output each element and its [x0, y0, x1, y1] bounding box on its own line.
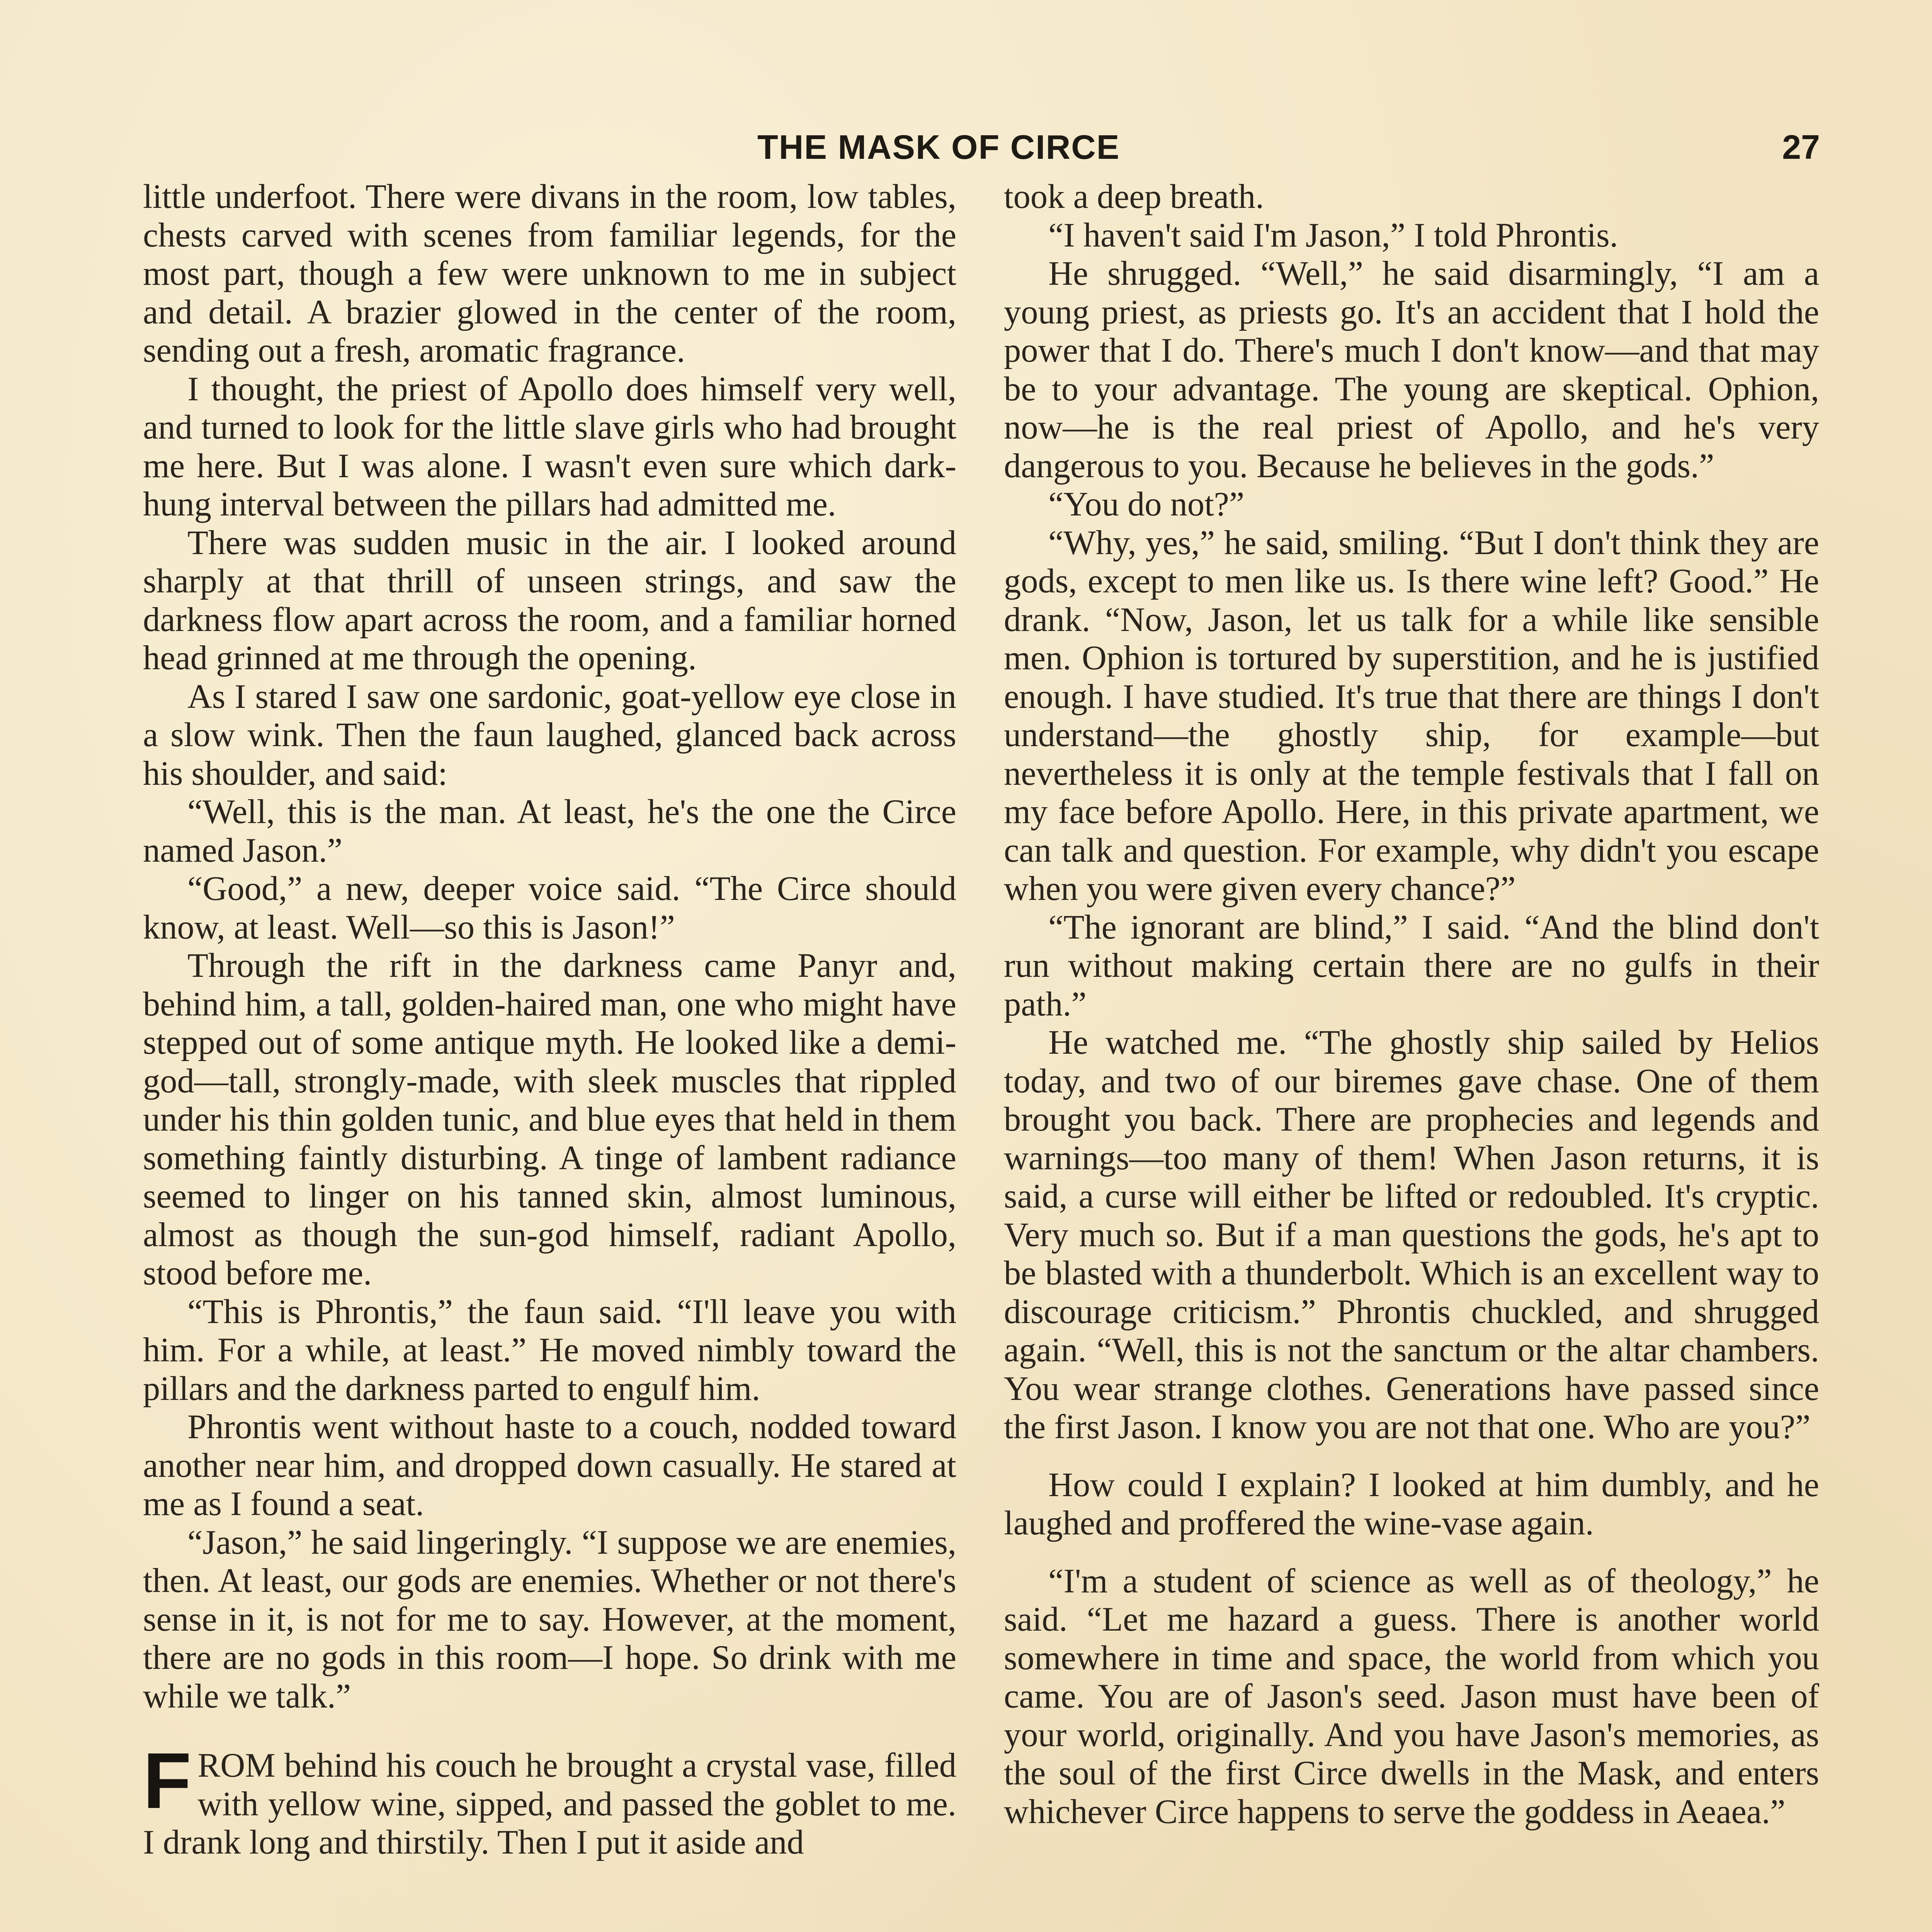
paragraph: Through the rift in the darkness came Panyr and, behind him, a tall, golden-haired man, one who might have stepped out of some antique myth. He looked like a demi-god—tall, strongly-made, with sleek muscles that rippled under his thin golden tunic, and blue eyes that held in them something faintly disturbing. A tinge of lambent radiance seemed to linger on his tanned skin, almost luminous, almost as though the sun-god himself, radiant Apollo, stood before me. [143, 947, 956, 1292]
paragraph: “Well, this is the man. At least, he's the one the Circe named Jason.” [143, 793, 956, 869]
paragraph: I thought, the priest of Apollo does himself very well, and turned to look for the little slave girls who had brought me here. But I was alone. I wasn't even sure which dark-hung interval between the pillars had admitted me. [143, 370, 956, 523]
paragraph: “You do not?” [1048, 485, 1245, 523]
right-column [1004, 178, 1819, 1831]
left-column [143, 178, 956, 1862]
paragraph-text: ROM behind his couch he brought a crystal vase, filled with yellow wine, sipped, and passed the goblet to me. I drank long and thirstily. Then I put it aside and [143, 1747, 956, 1861]
paragraph: He shrugged. “Well,” he said disarmingly, “I am a young priest, as priests go. It's an accident that I hold the power that I do. There's much I don't know—and that may be to your advantage. The young are skeptical. Ophion, now—he is the real priest of Apollo, and he's very dangerous to you. Because he believes in the gods.” [1004, 255, 1819, 485]
paragraph: “This is Phrontis,” the faun said. “I'll leave you with him. For a while, at least.” He moved nimbly toward the pillars and the darkness parted to engulf him. [143, 1293, 956, 1408]
paragraph: “Why, yes,” he said, smiling. “But I don't think they are gods, except to men like us. Is there wine left? Good.” He drank. “Now, Jason, let us talk for a while like sensible men. Ophion is tortured by superstition, and he is justified enough. I have studied. It's true that there are things I don't understand—the ghostly ship, for example—but nevertheless it is only at the temple festivals that I fall on my face before Apollo. Here, in this private apartment, we can talk and question. For example, why didn't you escape when you were given every chance?” [1004, 524, 1819, 908]
drop-cap: F [143, 1736, 192, 1825]
paragraph: “The ignorant are blind,” I said. “And the blind don't run without making certain there are no gulfs in their path.” [1004, 908, 1819, 1023]
paragraph: “Jason,” he said lingeringly. “I suppose we are enemies, then. At least, our gods are enemies. Whether or not there's sense in it, is not for me to say. However, at the moment, there are no gods in this room—I hope. So drink with me while we talk.” [143, 1523, 956, 1715]
paragraph: little underfoot. There were divans in the room, low tables, chests carved with scenes from familiar legends, for the most part, though a few were unknown to me in subject and detail. A brazier glowed in the center of the room, sending out a fresh, aromatic fragrance. [143, 178, 956, 369]
paragraph: There was sudden music in the air. I looked around sharply at that thrill of unseen strings, and saw the darkness flow apart across the room, and a familiar horned head grinned at me through the opening. [143, 524, 956, 677]
running-title: THE MASK OF CIRCE [757, 128, 1120, 166]
page-number: 27 [1782, 128, 1820, 166]
paragraph: Phrontis went without haste to a couch, nodded toward another near him, and dropped down casually. He stared at me as I found a seat. [143, 1408, 956, 1523]
paragraph: “I haven't said I'm Jason,” I told Phrontis. [1048, 216, 1618, 254]
paragraph: He watched me. “The ghostly ship sailed by Helios today, and two of our biremes gave chase. One of them brought you back. There are prophecies and legends and warnings—too many of them! When Jason returns, it is said, a curse will either be lifted or redoubled. It's cryptic. Very much so. But if a man questions the gods, he's apt to be blasted with a thunderbolt. Which is an excellent way to discourage criticism.” Phrontis chuckled, and shrugged again. “Well, this is not the sanctum or the altar chambers. You wear strange clothes. Generations have passed since the first Jason. I know you are not that one. Who are you?” [1004, 1024, 1819, 1446]
paragraph: “Good,” a new, deeper voice said. “The Circe should know, at least. Well—so this is Jason!” [143, 870, 956, 946]
section-opening-paragraph [143, 1736, 956, 1862]
paragraph: “I'm a student of science as well as of theology,” he said. “Let me hazard a guess. There is another world somewhere in time and space, the world from which you came. You are of Jason's seed. Jason must have been of your world, originally. And you have Jason's memories, as the soul of the first Circe dwells in the Mask, and enters whichever Circe happens to serve the goddess in Aeaea.” [1004, 1562, 1819, 1831]
paragraph: took a deep breath. [1004, 178, 1264, 216]
paragraph: How could I explain? I looked at him dumbly, and he laughed and proffered the wine-vase again. [1004, 1466, 1819, 1542]
paragraph: As I stared I saw one sardonic, goat-yellow eye close in a slow wink. Then the faun laughed, glanced back across his shoulder, and said: [143, 677, 956, 793]
